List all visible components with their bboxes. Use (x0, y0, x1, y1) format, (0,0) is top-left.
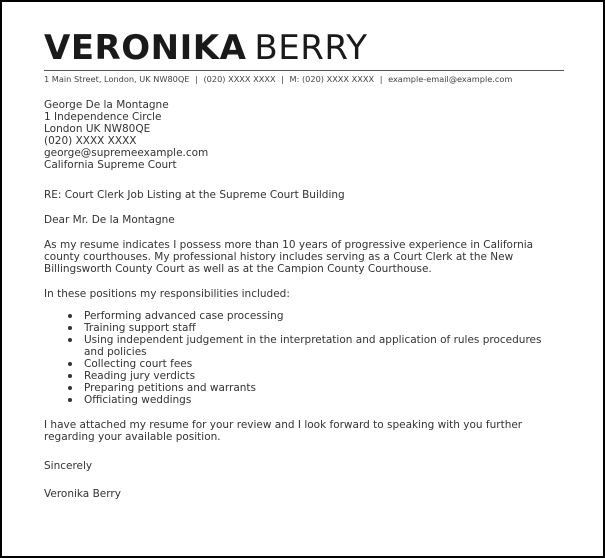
list-item (68, 382, 564, 394)
recipient-city: London UK NW80QE (44, 123, 151, 135)
subject-line: RE: Court Clerk Job Listing at the Supreme Court Building (44, 189, 345, 201)
recipient-phone: (020) XXXX XXXX (44, 135, 137, 147)
bullet-icon (68, 362, 72, 366)
sender-address: 1 Main Street, London, UK NW80QE (44, 74, 190, 84)
bullet-icon (68, 398, 72, 402)
valediction: Sincerely (44, 460, 93, 472)
sender-name (44, 28, 564, 68)
closing-paragraph (44, 419, 564, 443)
responsibilities-list (44, 310, 564, 406)
list-item-text: Reading jury verdicts (84, 370, 196, 382)
greeting: Dear Mr. De la Montagne (44, 214, 175, 226)
sender-mobile: M: (020) XXXX XXXX (289, 74, 375, 84)
contact-separator: | (281, 74, 284, 84)
recipient-email: george@supremeexample.com (44, 147, 209, 159)
paragraph-line: Billingsworth County Court as well as at the Campion County Courthouse. (44, 263, 432, 275)
bullet-icon (68, 374, 72, 378)
recipient-street: 1 Independence Circle (44, 111, 162, 123)
bullet-icon (68, 326, 72, 330)
list-item-text: Collecting court fees (84, 358, 193, 370)
sender-first-name: VERONIKA (44, 28, 247, 68)
paragraph-line: I have attached my resume for your review and I look forward to speaking with you further (44, 419, 523, 431)
list-item-text: Preparing petitions and warrants (84, 382, 257, 394)
paragraph-line: regarding your available position. (44, 431, 221, 443)
contact-separator: | (379, 74, 383, 84)
responsibilities-intro: In these positions my responsibilities included: (44, 288, 290, 300)
list-item (68, 322, 564, 334)
cover-letter (44, 28, 564, 500)
recipient-organization: California Supreme Court (44, 159, 177, 171)
sender-contact-line (44, 70, 564, 85)
paragraph-line: county courthouses. My professional history includes serving as a Court Clerk at the New (44, 251, 514, 263)
experience-paragraph (44, 239, 564, 275)
list-item-text: Training support staff (84, 322, 196, 334)
list-item (68, 334, 564, 358)
bullet-icon (68, 386, 72, 390)
recipient-name: George De la Montagne (44, 99, 169, 111)
list-item-text: Officiating weddings (84, 394, 192, 406)
contact-separator: | (195, 74, 198, 84)
signature: Veronika Berry (44, 488, 121, 500)
sender-email: example-email@example.com (388, 74, 513, 84)
paragraph-line: As my resume indicates I possess more than 10 years of progressive experience in California (44, 239, 534, 251)
list-item-text: Using independent judgement in the interpretation and application of rules procedures and policies (84, 334, 542, 358)
list-item-text: Performing advanced case processing (84, 310, 284, 322)
bullet-icon (68, 338, 72, 342)
list-item (68, 394, 564, 406)
list-item (68, 310, 564, 322)
sender-last-name: BERRY (254, 28, 368, 68)
recipient-block (44, 99, 564, 171)
list-item (68, 370, 564, 382)
bullet-icon (68, 314, 72, 318)
sender-phone: (020) XXXX XXXX (203, 74, 276, 84)
list-item (68, 358, 564, 370)
